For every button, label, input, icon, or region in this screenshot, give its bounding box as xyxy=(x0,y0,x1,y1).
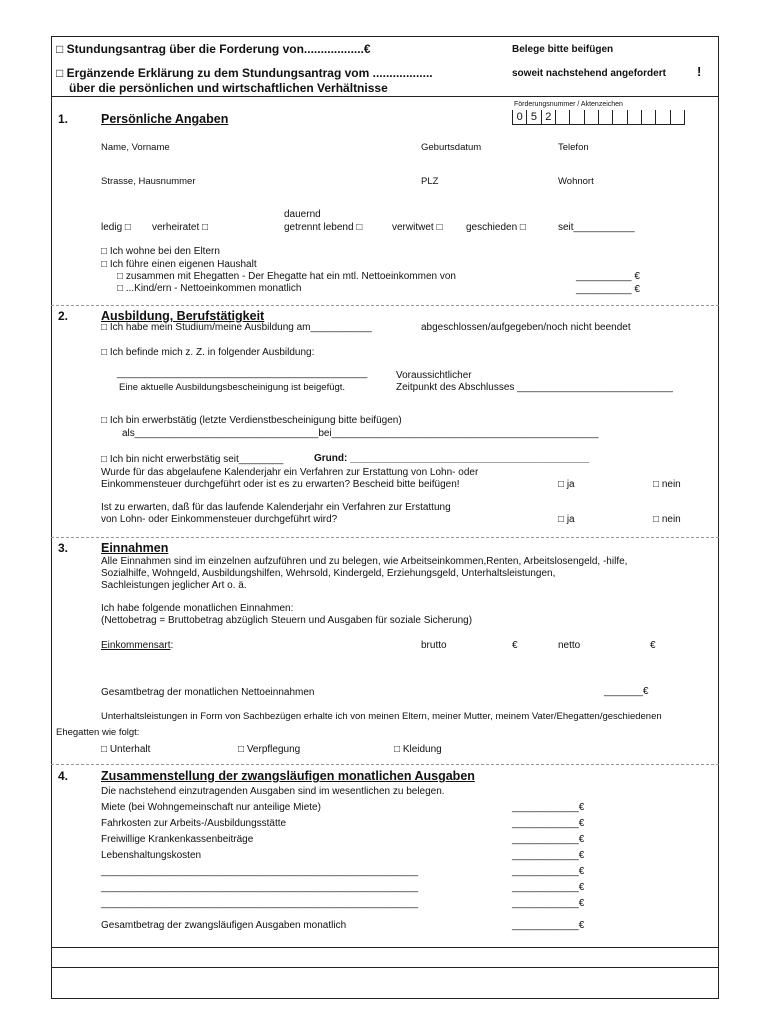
checkbox-studium[interactable]: □ Ich habe mein Studium/meine Ausbildung am___________ xyxy=(101,322,372,333)
text-wurde-1: Wurde für das abgelaufene Kalenderjahr ein Verfahren zur Erstattung von Lohn- oder xyxy=(101,467,479,478)
field-kinder-einkommen[interactable]: __________ € xyxy=(576,284,640,295)
label-name: Name, Vorname xyxy=(101,142,170,153)
label-brutto: brutto xyxy=(421,640,447,651)
section-4-title: Zusammenstellung der zwangsläufigen monatlichen Ausgaben xyxy=(101,769,475,783)
label-einkommensart: Einkommensart: xyxy=(101,640,174,651)
text-ist-2: von Lohn- oder Einkommensteuer durchgeführt wird? xyxy=(101,514,338,525)
divider xyxy=(51,537,719,538)
checkbox-nein-2[interactable]: □ nein xyxy=(653,514,681,525)
checkbox-ehegatte[interactable]: □ zusammen mit Ehegatten - Der Ehegatte hat ein mtl. Nettoeinkommen von xyxy=(117,271,456,282)
field-gesamt-ausgaben[interactable]: ____________€ xyxy=(512,920,585,931)
header-ergaenzende[interactable]: □ Ergänzende Erklärung zu dem Stundungsantrag vom .................. xyxy=(56,66,433,80)
checkbox-verheiratet[interactable]: verheiratet □ xyxy=(152,222,209,233)
field-gesamt-netto[interactable]: _______€ xyxy=(604,686,649,697)
label-krankenkasse: Freiwillige Krankenkassenbeiträge xyxy=(101,834,254,845)
text-netto-definition: (Nettobetrag = Bruttobetrag abzüglich Steuern und Ausgaben für soziale Sicherung) xyxy=(101,615,473,626)
label-lebenshaltung: Lebenshaltungskosten xyxy=(101,850,202,861)
section-2-number: 2. xyxy=(58,309,69,323)
field-als-bei[interactable]: als_________________________________bei________________________________________________ xyxy=(122,428,599,439)
header-stundungsantrag[interactable]: □ Stundungsantrag über die Forderung von..................€ xyxy=(56,42,371,56)
header-belege: Belege bitte beifügen xyxy=(512,44,614,55)
foerderungsnummer-field[interactable]: 0 5 2 xyxy=(512,110,685,125)
header-verhaeltnisse: über die persönlichen und wirtschaftlichen Verhältnisse xyxy=(69,81,388,95)
label-bescheinigung: Eine aktuelle Ausbildungsbescheinigung ist beigefügt. xyxy=(119,382,346,393)
section-1-number: 1. xyxy=(58,112,69,126)
field-sonstiges-1[interactable]: _________________________________________________________ xyxy=(101,866,419,877)
text-ausgaben-intro: Die nachstehend einzutragenden Ausgaben sind im wesentlichen zu belegen. xyxy=(101,786,445,797)
text-wurde-2: Einkommensteuer durchgeführt oder ist es zu erwarten? Bescheid bitte beifügen! xyxy=(101,479,460,490)
checkbox-verpflegung[interactable]: □ Verpflegung xyxy=(238,744,301,755)
field-krankenkasse-betrag[interactable]: ____________€ xyxy=(512,834,585,845)
label-abgeschlossen[interactable]: abgeschlossen/aufgegeben/noch nicht beendet xyxy=(421,322,631,333)
section-1-title: Persönliche Angaben xyxy=(101,112,229,126)
label-voraussichtlicher: Voraussichtlicher xyxy=(396,370,472,381)
checkbox-erwerbstaetig[interactable]: □ Ich bin erwerbstätig (letzte Verdienstbescheinigung bitte beifügen) xyxy=(101,415,402,426)
field-sonstiges-2[interactable]: _________________________________________________________ xyxy=(101,882,419,893)
text-einnahmen-3: Sachleistungen jeglicher Art o. ä. xyxy=(101,580,247,591)
label-euro-brutto: € xyxy=(512,640,518,651)
field-lebenshaltung-betrag[interactable]: ____________€ xyxy=(512,850,585,861)
checkbox-kleidung[interactable]: □ Kleidung xyxy=(394,744,442,755)
field-grund[interactable]: Grund: ___________________________________________ xyxy=(314,453,590,464)
field-sonstiges-3[interactable]: _________________________________________________________ xyxy=(101,898,419,909)
field-ehegatte-einkommen[interactable]: __________ € xyxy=(576,271,640,282)
checkbox-ausbildung[interactable]: □ Ich befinde mich z. Z. in folgender Ausbildung: xyxy=(101,347,315,358)
foerderungsnummer-label: Förderungsnummer / Aktenzeichen xyxy=(514,101,623,108)
label-netto: netto xyxy=(558,640,581,651)
checkbox-kinder[interactable]: □ ...Kind/ern - Nettoeinkommen monatlich xyxy=(117,283,302,294)
label-euro-netto: € xyxy=(650,640,656,651)
checkbox-unterhalt[interactable]: □ Unterhalt xyxy=(101,744,151,755)
checkbox-nicht-erwerbstaetig[interactable]: □ Ich bin nicht erwerbstätig seit________ xyxy=(101,454,284,465)
checkbox-getrennt[interactable]: getrennt lebend □ xyxy=(284,222,363,233)
checkbox-verwitwet[interactable]: verwitwet □ xyxy=(392,222,443,233)
text-einnahmen-2: Sozialhilfe, Wohngeld, Ausbildungshilfen, Wehrsold, Kindergeld, Erziehungsgeld, Unterhaltsleistungen, xyxy=(101,568,556,579)
header-soweit: soweit nachstehend angefordert xyxy=(512,68,666,79)
label-strasse: Strasse, Hausnummer xyxy=(101,176,196,187)
text-ehegatten: Ehegatten wie folgt: xyxy=(56,727,140,738)
label-fahrkosten: Fahrkosten zur Arbeits-/Ausbildungsstätte xyxy=(101,818,287,829)
text-ist-1: Ist zu erwarten, daß für das laufende Kalenderjahr ein Verfahren zur Erstattung xyxy=(101,502,451,513)
label-dauernd: dauernd xyxy=(284,209,321,220)
divider xyxy=(51,305,719,306)
label-gesamt-netto: Gesamtbetrag der monatlichen Nettoeinnahmen xyxy=(101,687,315,698)
section-4-number: 4. xyxy=(58,769,69,783)
field-zeitpunkt[interactable]: Zeitpunkt des Abschlusses ____________________________ xyxy=(396,382,673,393)
divider xyxy=(51,764,719,765)
field-sonstiges-3-betrag[interactable]: ____________€ xyxy=(512,898,585,909)
text-unterhaltsleistungen: Unterhaltsleistungen in Form von Sachbezügen erhalte ich von meinen Eltern, meiner Mutter, meinem Vater/Ehegatten/geschiedenen xyxy=(101,711,662,722)
section-3-title: Einnahmen xyxy=(101,541,169,555)
label-plz: PLZ xyxy=(421,176,439,187)
label-geburtsdatum: Geburtsdatum xyxy=(421,142,482,153)
text-folgende: Ich habe folgende monatlichen Einnahmen: xyxy=(101,603,294,614)
checkbox-geschieden[interactable]: geschieden □ xyxy=(466,222,526,233)
checkbox-ledig[interactable]: ledig □ xyxy=(101,222,131,233)
field-miete-betrag[interactable]: ____________€ xyxy=(512,802,585,813)
text-einnahmen-1: Alle Einnahmen sind im einzelnen aufzuführen und zu belegen, wie Arbeitseinkommen,Renten, Arbeitslosengeld, -hilfe, xyxy=(101,556,628,567)
field-fahrkosten-betrag[interactable]: ____________€ xyxy=(512,818,585,829)
label-wohnort: Wohnort xyxy=(558,176,594,187)
field-sonstiges-2-betrag[interactable]: ____________€ xyxy=(512,882,585,893)
divider xyxy=(51,96,719,97)
divider xyxy=(51,947,719,948)
checkbox-ja-2[interactable]: □ ja xyxy=(558,514,575,525)
field-seit[interactable]: seit___________ xyxy=(558,222,635,233)
label-telefon: Telefon xyxy=(558,142,589,153)
section-2-title: Ausbildung, Berufstätigkeit xyxy=(101,309,265,323)
divider xyxy=(51,967,719,968)
label-miete: Miete (bei Wohngemeinschaft nur anteilige Miete) xyxy=(101,802,321,813)
field-ausbildung[interactable]: _____________________________________________ xyxy=(117,368,368,379)
checkbox-eltern[interactable]: □ Ich wohne bei den Eltern xyxy=(101,246,220,257)
checkbox-eigener-haushalt[interactable]: □ Ich führe einen eigenen Haushalt xyxy=(101,259,257,270)
field-sonstiges-1-betrag[interactable]: ____________€ xyxy=(512,866,585,877)
label-gesamt-ausgaben: Gesamtbetrag der zwangsläufigen Ausgaben monatlich xyxy=(101,920,347,931)
checkbox-ja-1[interactable]: □ ja xyxy=(558,479,575,490)
checkbox-nein-1[interactable]: □ nein xyxy=(653,479,681,490)
header-exclaim: ! xyxy=(697,64,702,79)
section-3-number: 3. xyxy=(58,541,69,555)
